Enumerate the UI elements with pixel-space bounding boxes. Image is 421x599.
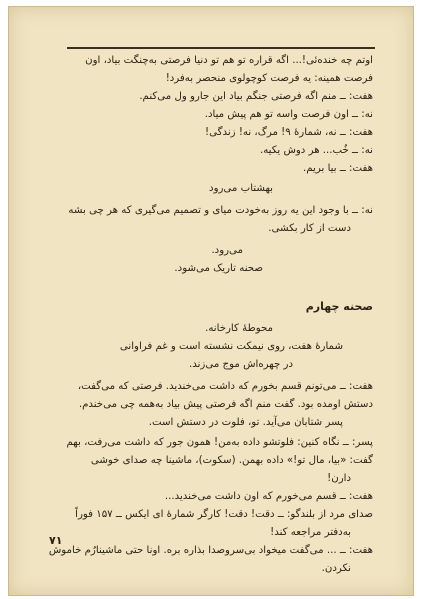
dialogue-line: فرصت همینه: یه فرصت کوچولوی منحصر به‌فرد! [165, 73, 373, 84]
header-rule [67, 47, 375, 49]
stage-direction: در چهره‌اش موج می‌زند. [189, 359, 293, 370]
dialogue-line: نه: ــ اون فرصت واسه تو هم پیش میاد. [204, 109, 373, 120]
dialogue-line: هفت: ــ نه، شمارهٔ ۹! مرگ، نه! زندگی! [205, 127, 373, 138]
dialogue-line: دستش اومده بود. گفت منم اگه فرصتی پیش بیاد به‌همه چی می‌خندم. [78, 399, 373, 410]
book-page [8, 6, 414, 596]
dialogue-line: به‌دفتر مراجعه کند! [270, 527, 351, 538]
stage-direction: محوطهٔ کارخانه. [205, 323, 273, 334]
dialogue-line: گفت: «بیا، مال تو!» داده بهمن. (سکوت)، ماشینا چه صدای خوشی [90, 455, 373, 466]
dialogue-line: هفت: ــ بیا بریم. [303, 163, 373, 174]
dialogue-line: صدای مرد از بلندگو: ــ دقت! دقت! کارگر شمارهٔ ای ایکس ــ ۱۵۷ فوراً [75, 509, 373, 520]
page-number: ۷۱ [49, 534, 63, 547]
stage-direction: بهشتاب می‌رود [209, 183, 273, 194]
scene-heading: صحنه چهارم [305, 300, 373, 313]
dialogue-line: هفت: ــ ... می‌گفت میخواد بی‌سروصدا بذاره بره. اونا حتی ماشینارُم خاموش [48, 545, 373, 556]
dialogue-line: نه: ــ خُب... هر دوش یکیه. [259, 145, 373, 156]
dialogue-line: اوتم چه خنده‌ئی!... اگه قراره تو هم تو دنیا فرصتی به‌چنگت بیاد، اون [85, 55, 373, 66]
stage-direction: شمارهٔ هفت، روی نیمکت نشسته است و غم فراوانی [119, 341, 343, 352]
dialogue-line: هفت: ــ قسم می‌خورم که اون داشت می‌خندید... [164, 491, 373, 502]
dialogue-line: نه: ــ با وجود این یه روز به‌خودت میای و تصمیم می‌گیری که هر چی بشه [68, 205, 373, 216]
stage-direction: می‌رود. [211, 245, 243, 256]
dialogue-line: پسر: ــ نگاه کنین: فلوتشو داده به‌من! همون جور که داشت می‌رفت، بهم [66, 437, 373, 448]
dialogue-line: هفت: ــ منم اگه فرصتی جنگم بیاد این جارو ول می‌کنم. [139, 91, 373, 102]
stage-direction: پسر شتابان می‌آید. تو، فلوت در دستش است. [148, 417, 343, 428]
dialogue-line: دارن! [327, 473, 351, 484]
dialogue-line: نکردن. [321, 563, 351, 574]
stage-direction: صحنه تاریک می‌شود. [174, 263, 263, 274]
dialogue-line: هفت: ــ می‌تونم قسم بخورم که داشت می‌خندید. فرصتی که می‌گفت، [77, 381, 373, 392]
dialogue-line: دست از کار بکشی. [268, 223, 351, 234]
